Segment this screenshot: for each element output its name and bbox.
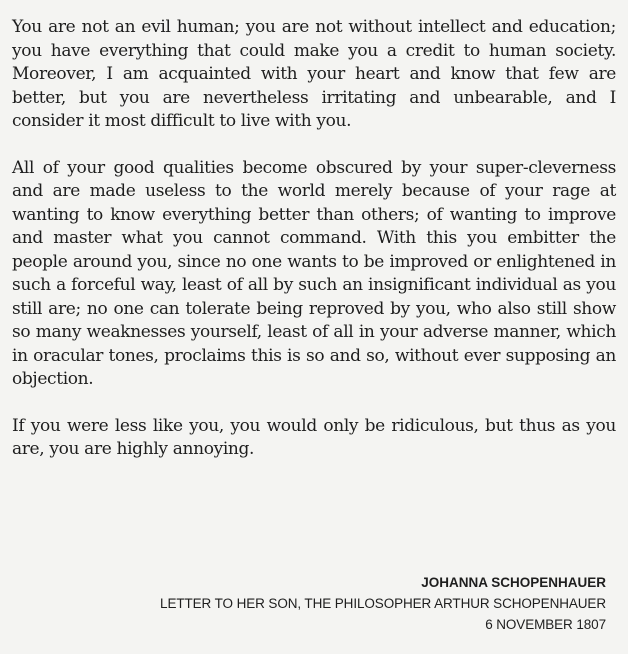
attribution-date: 6 NOVEMBER 1807: [485, 617, 606, 632]
quote-paragraph-1: You are not an evil human; you are not without intellect and education; you have everything that could make you a credit to human society. Moreover, I am acquainted with your heart and know that few are better, but you are nevertheless irritating and unbearable, and I consider it most difficult to live with you.: [12, 17, 616, 131]
attribution-block: [160, 572, 606, 635]
attribution-subtitle: LETTER TO HER SON, THE PHILOSOPHER ARTHUR SCHOPENHAUER: [160, 596, 606, 611]
quote-paragraph-3: If you were less like you, you would only be ridiculous, but thus as you are, you are highly annoying.: [12, 415, 616, 459]
quote-paragraph-2: All of your good qualities become obscured by your super-cleverness and are made useless to the world merely because of your rage at wanting to know everything better than others; of wanting to improve and master what you cannot command. With this you embitter the people around you, since no one wants to be improved or enlightened in such a forceful way, least of all by such an insignificant individual as you still are; no one can tolerate being reproved by you, who also still show so many weaknesses yourself, least of all in your adverse manner, which in oracular tones, proclaims this is so and so, without ever supposing an objection.: [12, 157, 616, 389]
author-name: JOHANNA SCHOPENHAUER: [421, 575, 606, 590]
